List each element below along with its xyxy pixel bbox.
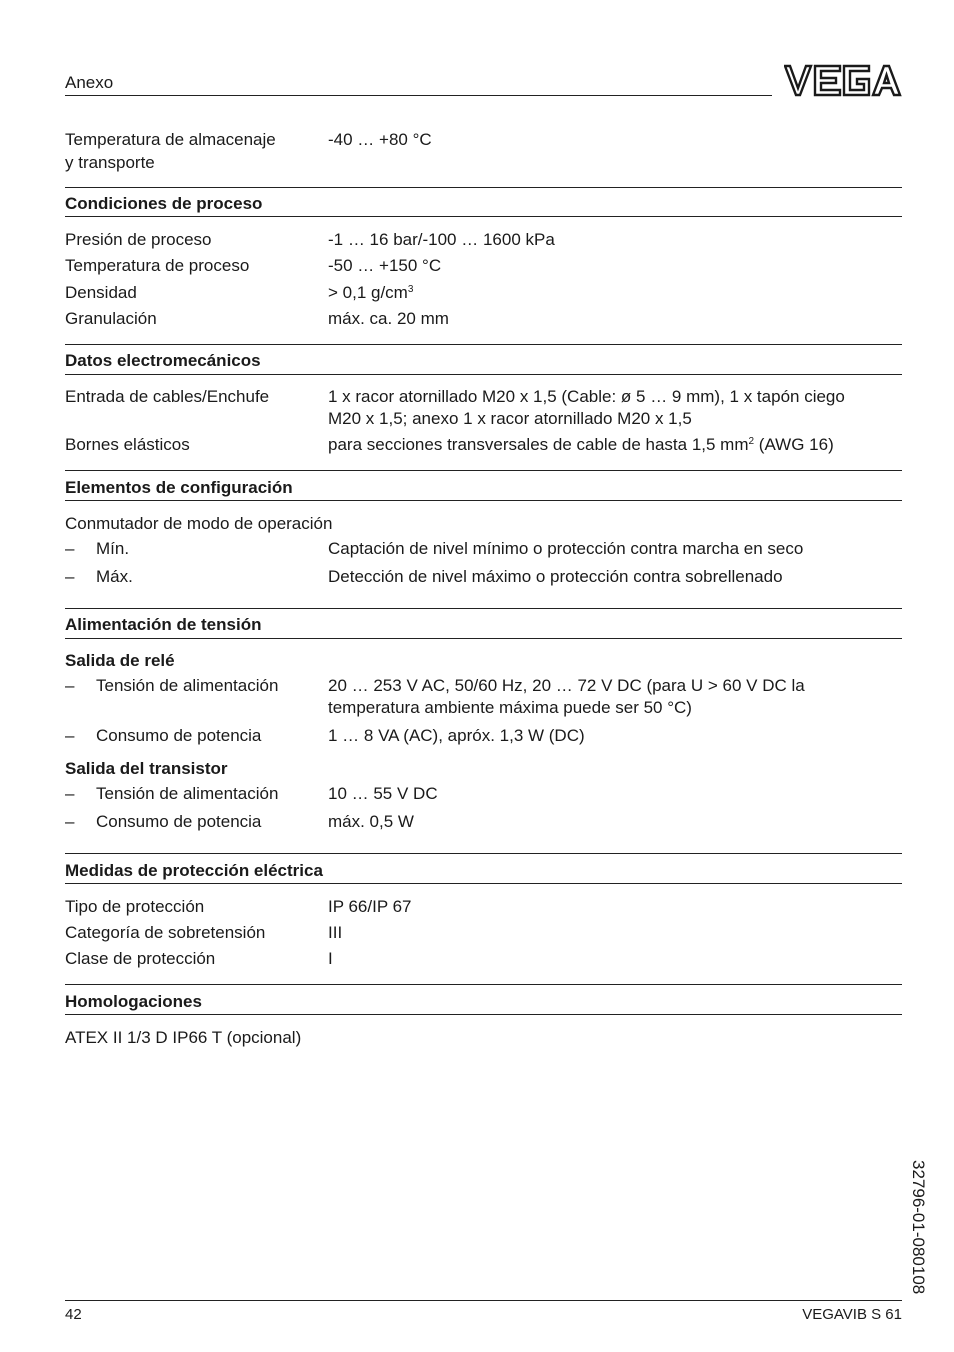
section-title-proceso: Condiciones de proceso [65, 194, 263, 213]
cable-entry-label: Entrada de cables/Enchufe [65, 387, 270, 406]
proceso-label: Densidad [65, 283, 137, 302]
section-title-tension: Alimentación de tensión [65, 615, 262, 634]
section-rule-top [65, 853, 902, 854]
proceso-value: -50 … +150 °C [328, 256, 442, 275]
protection-value: III [328, 923, 343, 942]
relay-output-heading: Salida de relé [65, 651, 175, 670]
section-rule-top [65, 344, 902, 345]
protection-label: Clase de protección [65, 949, 216, 968]
section-rule-top [65, 984, 902, 985]
document-code: 32796-01-080108 [909, 1160, 928, 1295]
terminals-label: Bornes elásticos [65, 435, 190, 454]
terminals-value-a: para secciones transversales de cable de hasta 1,5 mm [328, 435, 749, 454]
section-rule-top [65, 470, 902, 471]
cable-entry-value-line2: M20 x 1,5; anexo 1 x racor atornillado M20 x 1,5 [328, 409, 692, 428]
transistor-consumption-label: Consumo de potencia [96, 812, 262, 831]
section-rule-bottom [65, 500, 902, 501]
proceso-label: Temperatura de proceso [65, 256, 250, 275]
protection-value: I [328, 949, 333, 968]
section-rule-bottom [65, 638, 902, 639]
storage-value: -40 … +80 °C [328, 130, 432, 149]
density-value: > 0,1 g/cm [328, 283, 408, 302]
section-rule-bottom [65, 1014, 902, 1015]
proceso-value-density [328, 282, 413, 304]
footer-rule [65, 1300, 902, 1301]
section-rule-top [65, 608, 902, 609]
transistor-voltage-label: Tensión de alimentación [96, 784, 279, 803]
dash-bullet: – [65, 567, 75, 586]
header-rule [65, 95, 772, 96]
section-title-proteccion: Medidas de protección eléctrica [65, 861, 323, 880]
dash-bullet: – [65, 812, 75, 831]
transistor-consumption-value: máx. 0,5 W [328, 812, 414, 831]
protection-label: Categoría de sobretensión [65, 923, 266, 942]
section-rule-bottom [65, 374, 902, 375]
transistor-voltage-value: 10 … 55 V DC [328, 784, 438, 803]
section-title-electromecanicos: Datos electromecánicos [65, 351, 261, 370]
section-rule-top [65, 187, 902, 188]
proceso-value: -1 … 16 bar/-100 … 1600 kPa [328, 230, 555, 249]
relay-consumption-label: Consumo de potencia [96, 726, 262, 745]
proceso-label: Presión de proceso [65, 230, 212, 249]
max-mode-value: Detección de nivel máximo o protección contra sobrellenado [328, 567, 783, 586]
terminals-value [328, 434, 834, 456]
storage-label-line1: Temperatura de almacenaje [65, 130, 276, 149]
relay-voltage-label: Tensión de alimentación [96, 676, 279, 695]
mode-switch-label: Conmutador de modo de operación [65, 514, 333, 533]
section-title-configuracion: Elementos de configuración [65, 478, 293, 497]
section-title-homologaciones: Homologaciones [65, 992, 202, 1011]
section-rule-bottom [65, 883, 902, 884]
relay-consumption-value: 1 … 8 VA (AC), apróx. 1,3 W (DC) [328, 726, 585, 745]
page-number: 42 [65, 1306, 82, 1323]
terminals-superscript: 2 [748, 436, 755, 447]
transistor-output-heading: Salida del transistor [65, 759, 228, 778]
proceso-value: máx. ca. 20 mm [328, 309, 449, 328]
section-rule-bottom [65, 216, 902, 217]
min-mode-value: Captación de nivel mínimo o protección contra marcha en seco [328, 539, 804, 558]
dash-bullet: – [65, 539, 75, 558]
terminals-value-b: (AWG 16) [754, 435, 834, 454]
relay-voltage-line2: temperatura ambiente máxima puede ser 50 °C) [328, 698, 692, 717]
min-mode-label: Mín. [96, 539, 130, 558]
approvals-value: ATEX II 1/3 D IP66 T (opcional) [65, 1028, 302, 1047]
cable-entry-value-line1: 1 x racor atornillado M20 x 1,5 (Cable: ø 5 … 9 mm), 1 x tapón ciego [328, 387, 845, 406]
protection-label: Tipo de protección [65, 897, 205, 916]
product-name: VEGAVIB S 61 [802, 1306, 902, 1323]
header-section-title: Anexo [65, 73, 114, 92]
protection-value: IP 66/IP 67 [328, 897, 412, 916]
dash-bullet: – [65, 726, 75, 745]
vega-logo [784, 64, 902, 103]
proceso-label: Granulación [65, 309, 157, 328]
dash-bullet: – [65, 676, 75, 695]
max-mode-label: Máx. [96, 567, 133, 586]
relay-voltage-line1: 20 … 253 V AC, 50/60 Hz, 20 … 72 V DC (para U > 60 V DC la [328, 676, 805, 695]
density-superscript: 3 [407, 284, 414, 295]
storage-label-line2: y transporte [65, 153, 155, 172]
dash-bullet: – [65, 784, 75, 803]
